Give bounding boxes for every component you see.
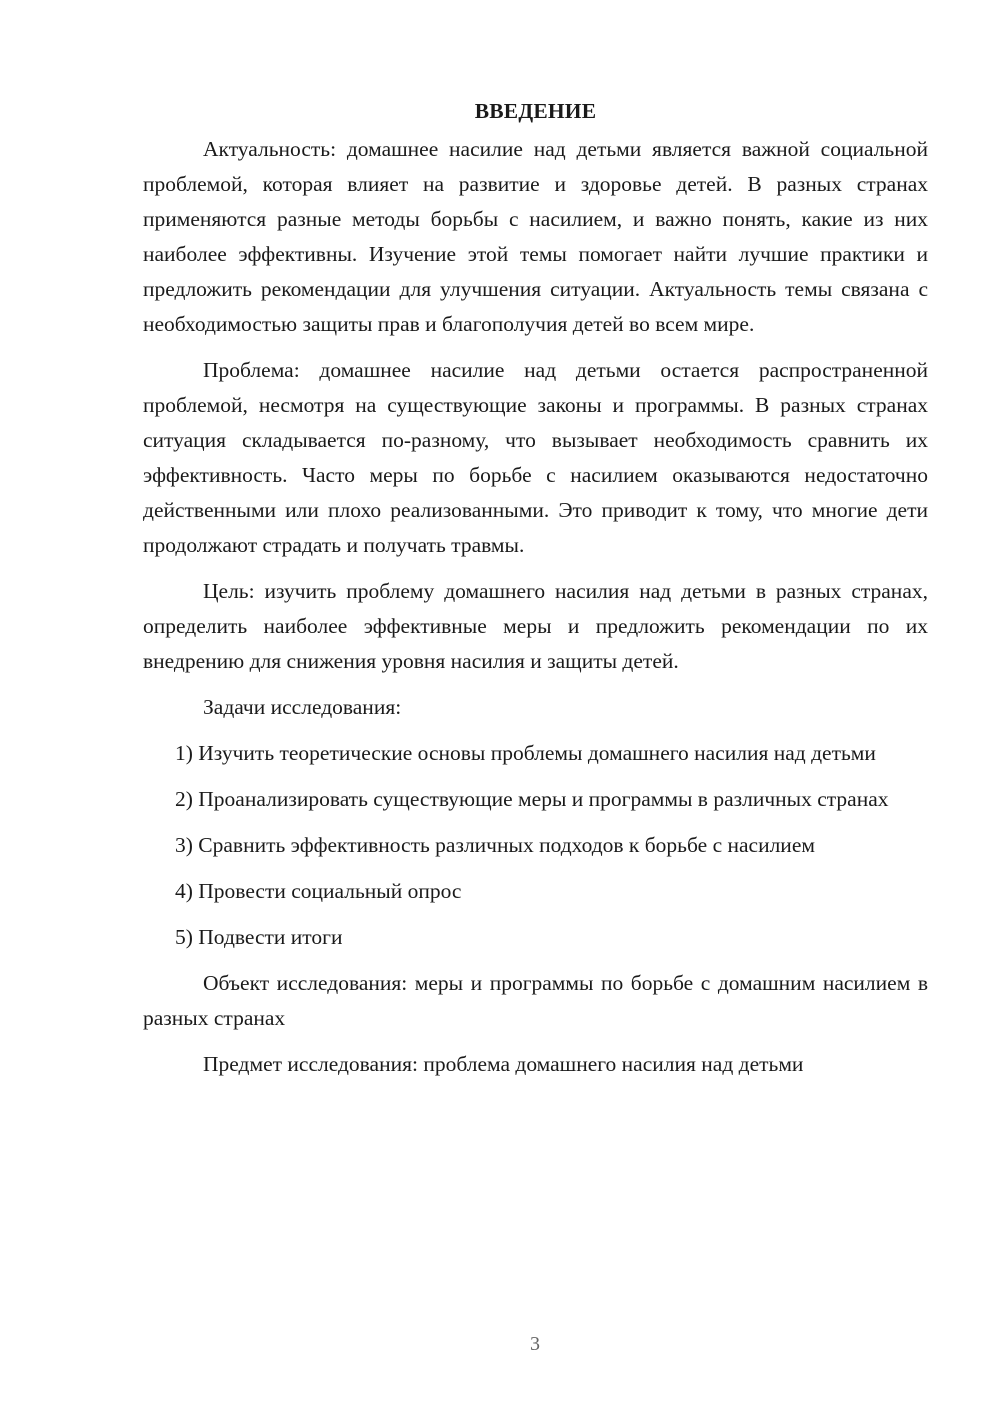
task-item-1: 1) Изучить теоретические основы проблемы домашнего насилия над детьми <box>175 741 876 765</box>
research-object: Объект исследования: меры и программы по борьбе с домашним насилием в разных странах <box>143 971 928 1030</box>
task-item-3: 3) Сравнить эффективность различных подходов к борьбе с насилием <box>175 833 815 857</box>
paragraph-relevance: Актуальность: домашнее насилие над детьми является важной социальной проблемой, которая влияет на развитие и здоровье детей. В разных странах применяются разные методы борьбы с насилием, и важно понять, какие из них наиболее эффективны. Изучение этой темы помогает найти лучшие практики и предложить рекомендации для улучшения ситуации. Актуальность темы связана с необходимостью защиты прав и благополучия детей во всем мире. <box>143 137 928 336</box>
tasks-heading: Задачи исследования: <box>203 695 402 719</box>
task-item-4: 4) Провести социальный опрос <box>175 879 462 903</box>
page-number <box>70 1333 1000 1356</box>
page-number-label: 3 <box>530 1333 540 1355</box>
paragraph-problem: Проблема: домашнее насилие над детьми остается распространенной проблемой, несмотря на существующие законы и программы. В разных странах ситуация складывается по-разному, что вызывает необходимость сравнить их эффективность. Часто меры по борьбе с насилием оказываются недостаточно действенными или плохо реализованными. Это приводит к тому, что многие дети продолжают страдать и получать травмы. <box>143 358 928 557</box>
research-subject: Предмет исследования: проблема домашнего насилия над детьми <box>203 1052 804 1076</box>
document-title: ВВЕДЕНИЕ <box>474 99 597 123</box>
document-body <box>143 94 928 1093</box>
paragraph-goal: Цель: изучить проблему домашнего насилия над детьми в разных странах, определить наиболее эффективные меры и предложить рекомендации по их внедрению для снижения уровня насилия и защиты детей. <box>143 579 928 673</box>
task-item-5: 5) Подвести итоги <box>175 925 343 949</box>
task-item-2: 2) Проанализировать существующие меры и программы в различных странах <box>175 787 889 811</box>
